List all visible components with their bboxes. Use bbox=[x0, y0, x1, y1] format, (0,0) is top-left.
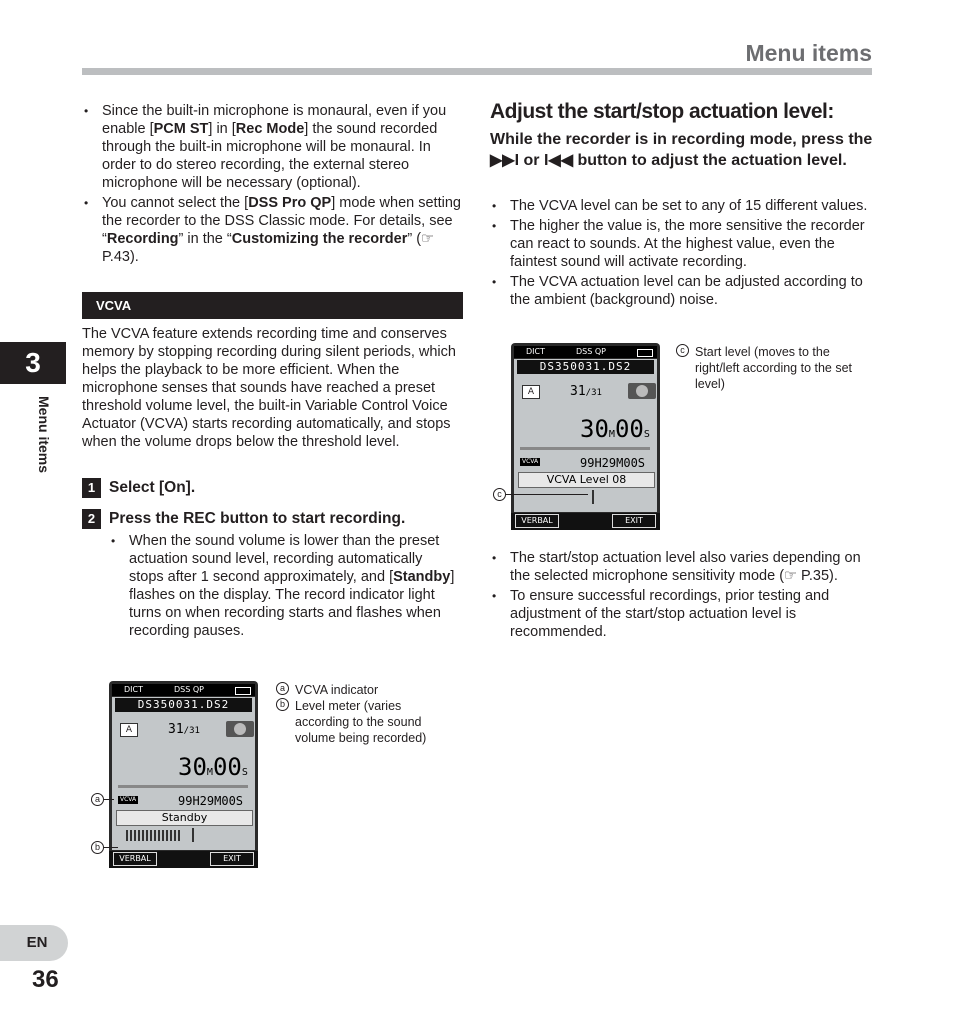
status-text: Standby bbox=[116, 810, 253, 826]
folder-icon: A bbox=[522, 385, 540, 399]
side-section-label: Menu items bbox=[36, 396, 52, 474]
display-footer bbox=[109, 851, 258, 868]
note-bullet: • To ensure successful recordings, prior testing and adjustment of the start/stop actuation level is recommended. bbox=[490, 587, 875, 641]
file-count: 31/31 bbox=[570, 384, 602, 399]
caption-c: c Start level (moves to the right/left according to the set level) bbox=[676, 344, 866, 392]
folder-icon: A bbox=[120, 723, 138, 737]
step-number: 2 bbox=[82, 509, 101, 529]
file-count: 31/31 bbox=[168, 722, 200, 737]
section-title-bar: VCVA bbox=[82, 292, 463, 319]
quality-label: DSS QP bbox=[174, 685, 204, 694]
display-screen bbox=[514, 359, 657, 512]
vcva-indicator: VCVA bbox=[522, 458, 539, 465]
vcva-indicator: VCVA bbox=[120, 796, 137, 803]
note-bullet: • When the sound volume is lower than the preset actuation sound level, recording automatically stops after 1 second approximately, and [Standby] flashes on the display. The record indicator light turns on when recording starts and flashes when recording pauses. bbox=[109, 532, 461, 640]
section-heading: Adjust the start/stop actuation level: bbox=[490, 100, 834, 123]
instruction-heading: While the recorder is in recording mode, press the ▶▶I or I◀◀ button to adjust the actuation level. bbox=[490, 131, 873, 169]
note-bullet: • The start/stop actuation level also varies depending on the selected microphone sensitivity mode (☞ P.35). bbox=[490, 549, 875, 585]
quality-label: DSS QP bbox=[576, 347, 606, 356]
mode-label: DICT bbox=[124, 685, 143, 694]
file-name: DS350031.DS2 bbox=[115, 698, 252, 712]
threshold-marker bbox=[192, 828, 194, 842]
note-bullet: • The VCVA actuation level can be adjusted according to the ambient (background) noise. bbox=[490, 273, 875, 309]
note-bullet: • The higher the value is, the more sensitive the recorder can react to sounds. At the highest value, even the faintest sound will activate recording. bbox=[490, 217, 875, 271]
step-2: 2 Press the REC button to start recording. bbox=[82, 509, 405, 529]
verbal-softkey: VERBAL bbox=[515, 514, 559, 528]
callout-line bbox=[506, 494, 588, 495]
callout-a: a bbox=[91, 793, 104, 806]
remaining-time: 99H29M00S bbox=[178, 794, 244, 808]
right-notes-2 bbox=[490, 549, 875, 643]
caption-a: a VCVA indicator bbox=[276, 682, 451, 698]
file-name: DS350031.DS2 bbox=[517, 360, 654, 374]
record-icon bbox=[628, 383, 656, 399]
language-tab: EN bbox=[0, 925, 68, 961]
mode-label: DICT bbox=[526, 347, 545, 356]
exit-softkey: EXIT bbox=[612, 514, 656, 528]
display-topbar bbox=[514, 346, 657, 358]
recorder-display-standby bbox=[109, 681, 258, 868]
battery-icon bbox=[637, 349, 653, 357]
step-1: 1 Select [On]. bbox=[82, 478, 195, 498]
note-bullet: • Since the built-in microphone is monaural, even if you enable [PCM ST] in [Rec Mode] the sound recorded through the built-in microphone will be monaural. In order to do stereo recording, the external stereo microphone will be necessary (optional). bbox=[82, 102, 462, 192]
display-topbar bbox=[112, 684, 255, 696]
display-screen bbox=[112, 697, 255, 850]
callout-b: b bbox=[91, 841, 104, 854]
chapter-tab: 3 bbox=[0, 342, 66, 384]
device1-captions bbox=[276, 682, 451, 746]
exit-softkey: EXIT bbox=[210, 852, 254, 866]
note-bullet: • The VCVA level can be set to any of 15 different values. bbox=[490, 197, 875, 215]
threshold-marker bbox=[592, 490, 594, 504]
step-2-notes bbox=[109, 532, 461, 642]
record-icon bbox=[226, 721, 254, 737]
verbal-softkey: VERBAL bbox=[113, 852, 157, 866]
right-notes-1 bbox=[490, 197, 875, 311]
left-notes bbox=[82, 102, 462, 268]
progress-bar bbox=[118, 785, 248, 788]
note-bullet: • You cannot select the [DSS Pro QP] mode when setting the recorder to the DSS Classic mode. For details, see “Recording” in the “Customizing the recorder” (☞ P.43). bbox=[82, 194, 462, 266]
remaining-time: 99H29M00S bbox=[580, 456, 646, 470]
page-number: 36 bbox=[32, 966, 59, 993]
page-header-title: Menu items bbox=[745, 40, 872, 66]
level-meter bbox=[126, 830, 182, 841]
callout-c: c bbox=[493, 488, 506, 501]
display-footer bbox=[511, 513, 660, 530]
callout-line bbox=[104, 799, 114, 800]
elapsed-time: 30M00S bbox=[178, 753, 248, 781]
callout-line bbox=[104, 847, 118, 848]
progress-bar bbox=[520, 447, 650, 450]
recorder-display-level bbox=[511, 343, 660, 530]
elapsed-time: 30M00S bbox=[580, 415, 650, 443]
header-rule bbox=[82, 68, 872, 75]
step-number: 1 bbox=[82, 478, 101, 498]
status-text: VCVA Level 08 bbox=[518, 472, 655, 488]
vcva-intro: The VCVA feature extends recording time and conserves memory by stopping recording during silent periods, which helps the playback to be more efficient. When the microphone senses that sounds have reached a preset threshold volume level, the built-in Variable Control Voice Actuator (VCVA) starts recording automatically, and stops when the volume drops below the threshold level. bbox=[82, 326, 456, 450]
caption-b: b Level meter (varies according to the sound volume being recorded) bbox=[276, 698, 451, 746]
battery-icon bbox=[235, 687, 251, 695]
